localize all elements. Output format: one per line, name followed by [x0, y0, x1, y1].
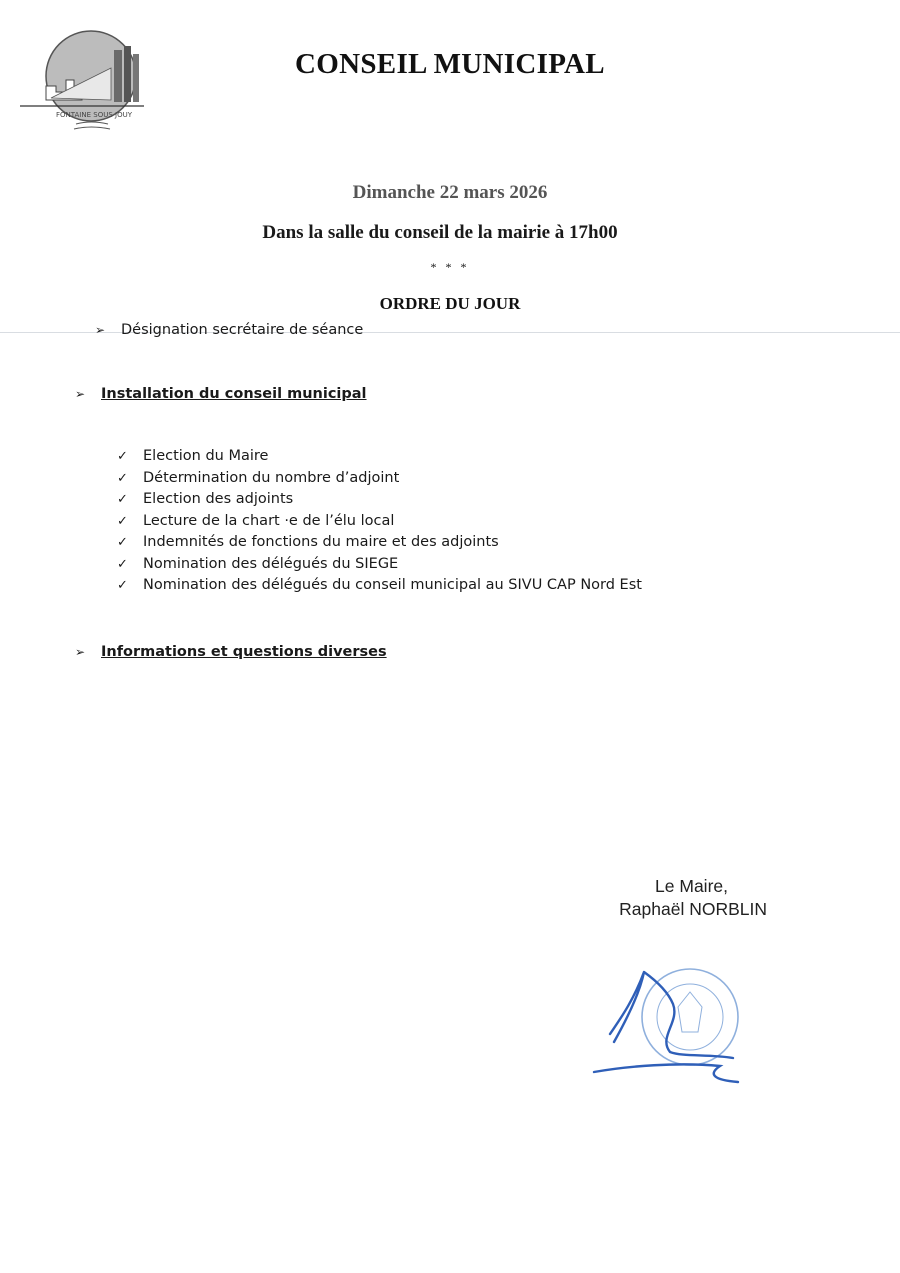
agenda-section-misc	[75, 644, 387, 660]
signature-stamp	[588, 962, 758, 1092]
agenda-item-secretary	[95, 322, 363, 338]
list-item	[117, 532, 642, 554]
section-title: Informations et questions diverses	[101, 644, 387, 660]
check-icon: ✓	[117, 449, 128, 464]
separator: * * *	[430, 260, 470, 274]
arrow-bullet-icon: ➢	[75, 387, 86, 401]
check-icon: ✓	[117, 578, 128, 593]
list-item-label: Election du Maire	[143, 448, 269, 464]
signatory-role: Le Maire,	[655, 876, 728, 896]
logo-caption: FONTAINE SOUS JOUY	[56, 111, 132, 119]
municipal-logo	[16, 28, 156, 140]
check-icon: ✓	[117, 535, 128, 550]
list-item	[117, 446, 642, 468]
list-item-label: Lecture de la chart ·e de l’élu local	[143, 512, 395, 529]
list-item-label: Détermination du nombre d’adjoint	[143, 469, 400, 486]
list-item-label: Nomination des délégués du conseil municipal au SIVU CAP Nord Est	[143, 577, 642, 593]
list-item-label: Election des adjoints	[143, 491, 294, 507]
list-item	[117, 575, 642, 597]
check-icon: ✓	[117, 513, 128, 529]
section-title: Installation du conseil municipal	[101, 386, 367, 402]
agenda-title: ORDRE DU JOUR	[379, 294, 521, 313]
list-item	[117, 554, 642, 576]
list-item	[117, 468, 642, 490]
list-item-label: Indemnités de fonctions du maire et des adjoints	[143, 534, 499, 550]
check-icon: ✓	[117, 556, 128, 572]
check-icon: ✓	[117, 470, 128, 486]
list-item-label: Nomination des délégués du SIEGE	[143, 555, 399, 572]
arrow-bullet-icon: ➢	[95, 323, 106, 337]
arrow-bullet-icon: ➢	[75, 645, 86, 659]
list-item	[117, 489, 642, 511]
meeting-date: Dimanche 22 mars 2026	[352, 182, 548, 203]
signatory-name: Raphaël NORBLIN	[619, 899, 767, 919]
check-icon: ✓	[117, 492, 128, 507]
meeting-venue: Dans la salle du conseil de la mairie à 17h00	[262, 222, 618, 243]
handwritten-signature	[594, 972, 738, 1082]
agenda-item-label: Désignation secrétaire de séance	[121, 322, 364, 338]
list-item	[117, 511, 642, 533]
page-title: CONSEIL MUNICIPAL	[295, 48, 605, 80]
agenda-section-installation	[75, 386, 367, 402]
installation-items	[117, 446, 642, 597]
